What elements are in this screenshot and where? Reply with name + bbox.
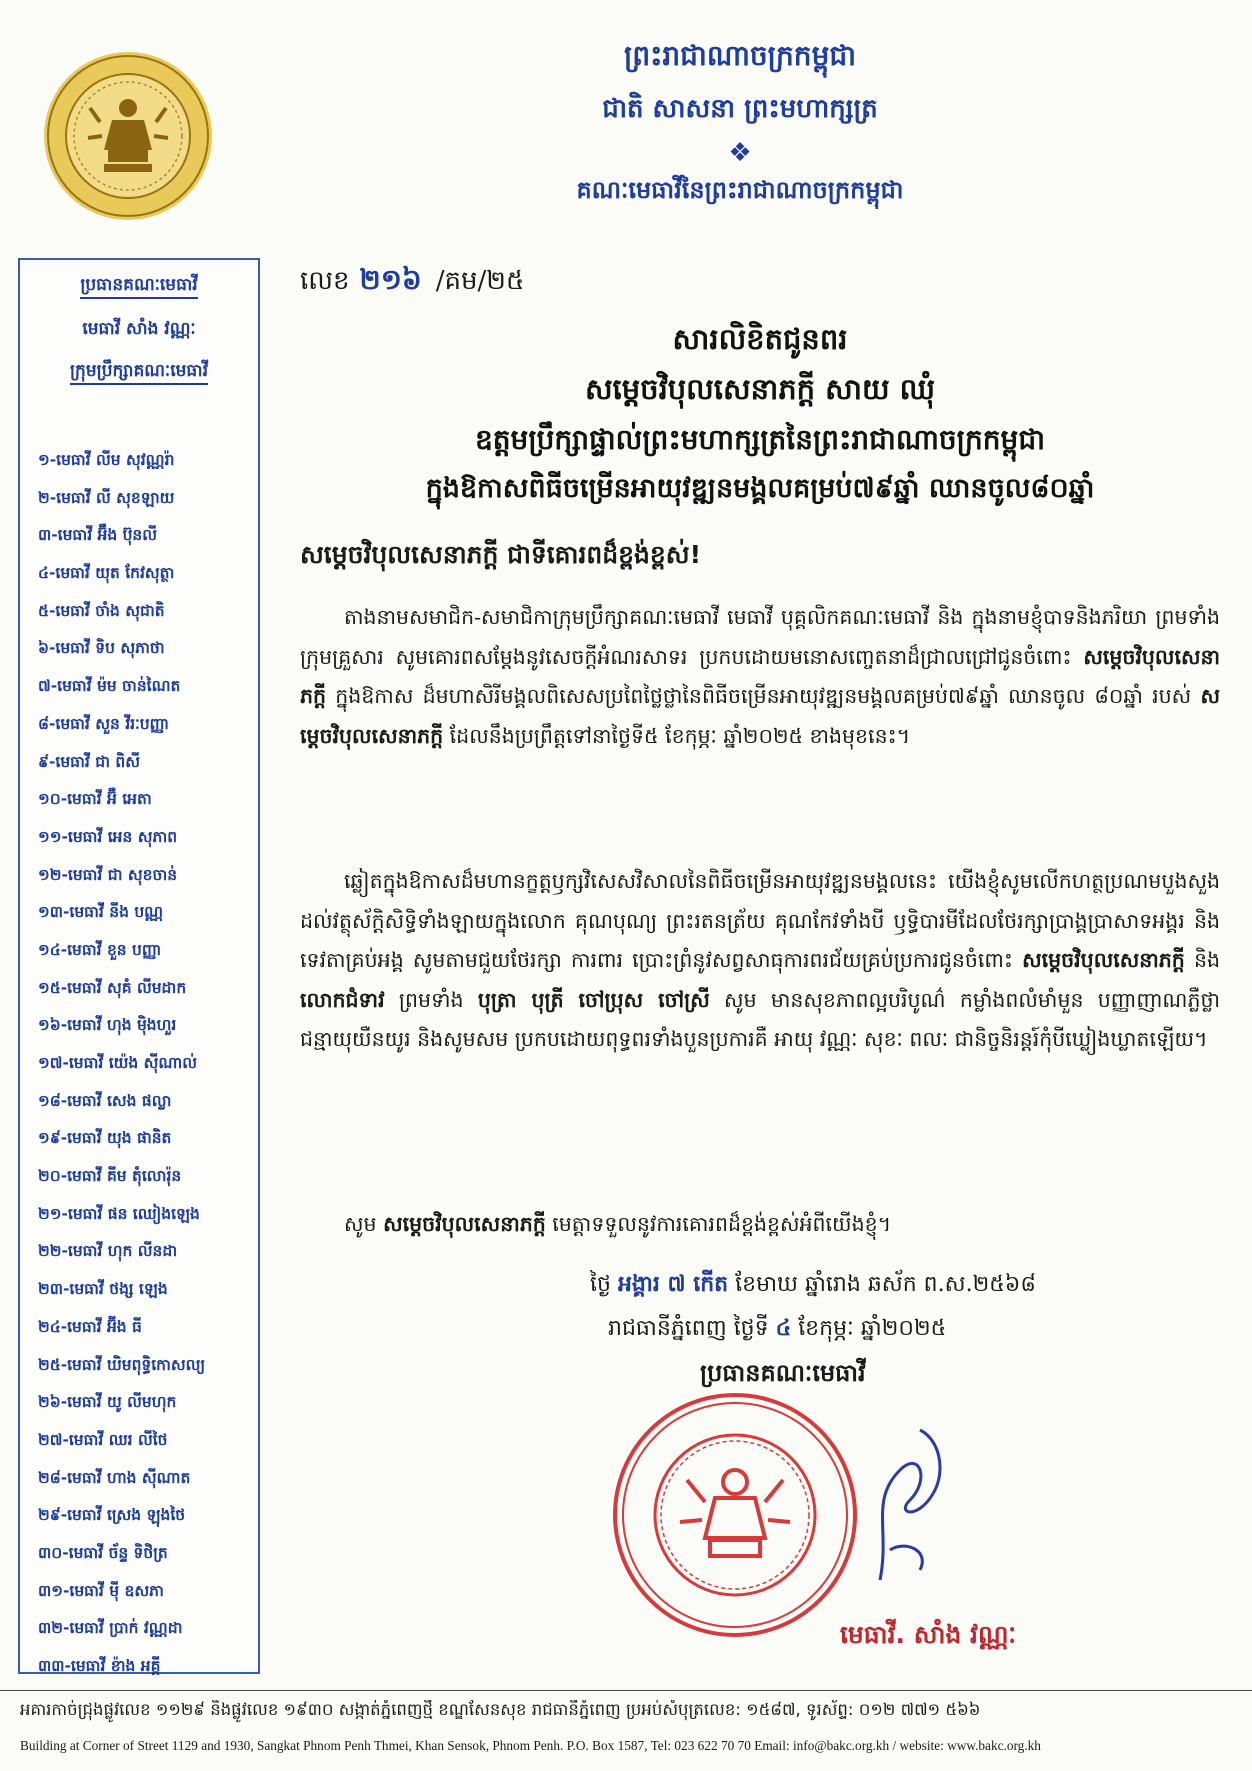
lunar-date: ថ្ងៃ អង្គារ ៧ កើត ខែមាឃ ឆ្នាំរោង ឆស័ក ព.ស.២៥៦៨ bbox=[590, 1272, 1036, 1297]
bar-association-gold-seal bbox=[42, 50, 214, 222]
recipient-name: សម្តេចវិបុលសេនាភក្តី សាយ ឈុំ bbox=[584, 372, 936, 406]
council-member-item: ៣២-មេធាវី ប្រាក់ វណ្ណដា bbox=[38, 1619, 183, 1638]
council-member-item: ៧-មេធាវី ម៉ម ចាន់ណៃត bbox=[38, 677, 181, 696]
council-member-item: ២១-មេធាវី ផន ឈៀងឡេង bbox=[38, 1204, 200, 1223]
reference-number: លេខ ២១៦ /គម/២៥ bbox=[300, 263, 525, 296]
council-member-item: ៩-មេធាវី ជា ពិសី bbox=[38, 752, 140, 771]
signer-name: មេធាវី. សាំង វណ្ណៈ bbox=[840, 1620, 1017, 1649]
ornament-icon: ❖ bbox=[728, 138, 752, 168]
council-member-item: ២០-មេធាវី គីម តុំលោរ៉ុន bbox=[38, 1167, 182, 1186]
signer-title: ប្រធានគណៈមេធាវី bbox=[700, 1359, 866, 1387]
council-member-item: ២៦-មេធាវី យូ លីមហុក bbox=[38, 1393, 177, 1412]
council-member-item: ៦-មេធាវី ទិប សុភាថា bbox=[38, 639, 165, 658]
body-paragraph-2: ឆ្លៀតក្នុងឱកាសដ៏មហានក្ខត្តឫក្សវិសេសវិសាលនៃពិធីចម្រើនអាយុវឌ្ឍនមង្គលនេះ យើងខ្ញុំសូមលើកហត្ថប្រណមបួងសួងដល់វត្ថុស័ក្តិសិទ្ធិទាំងឡាយក្នុងលោក គុណបុណ្យ ព្រះរតនត្រ័យ គុណកែវទាំងបី ឫទ្ធិបារមីដែលថែរក្សាប្រាង្គប្រាសាទអង្គរ និងទេវតាគ្រប់អង្គ សូមតាមជួយថែរក្សា ការពារ ប្រោះព្រំនូវសព្វសាធុការពរជ័យគ្រប់ប្រការជូនចំពោះ សម្តេចវិបុលសេនាភក្តី និង លោកជំទាវ ព្រមទាំង បុត្រា បុត្រី ចៅប្រុស ចៅស្រី សូម មានសុខភាពល្អបរិបូណ៌ កម្លាំងពលំមាំមួន បញ្ញាញាណភ្លឺថ្លា ជន្មាយុយឺនយូរ និងសូមសម ប្រកបដោយពុទ្ធពរទាំងបួនប្រការគឺ អាយុ វណ្ណៈ សុខៈ ពលៈ ជានិច្ចនិរន្តរ៍កុំបីឃ្លៀងឃ្លាតឡើយ។ bbox=[300, 869, 1220, 1051]
council-member-item: ១០-មេធាវី អ៊ឺ អេតា bbox=[38, 790, 152, 809]
footer-address-khmer: អគារកាច់ជ្រុងផ្លូវលេខ ១១២៩ និងផ្លូវលេខ ១៩៣០ សង្កាត់ភ្នំពេញថ្មី ខណ្ឌសែនសុខ រាជធានីភ្នំពេញ ប្រអប់សំបុត្រលេខ: ១៥៨៧, ទូរស័ព្ទ: ០១២ ៧៧១ ៥៦៦ bbox=[20, 1700, 981, 1719]
footer-address-english: Building at Corner of Street 1129 and 1930, Sangkat Phnom Penh Thmei, Khan Sensok, Phnom Penh. P.O. Box 1587, Tel: 023 622 70 70 Email: info@bakc.org.kh / website: www.bakc.org.kh bbox=[20, 1738, 1041, 1753]
council-member-item: ២-មេធាវី លី សុខឡាយ bbox=[38, 488, 175, 507]
body-paragraph-3: សូម សម្តេចវិបុលសេនាភក្តី មេត្តាទទួលនូវការគោរពដ៏ខ្ពង់ខ្ពស់អំពីយើងខ្ញុំ។ bbox=[344, 1212, 892, 1236]
council-member-item: ២៧-មេធាវី ឈរ លីថៃ bbox=[38, 1430, 168, 1449]
council-member-item: ៣០-មេធាវី ច័ន្ទ ទិថិត្រ bbox=[38, 1543, 168, 1562]
council-member-item: ៨-មេធាវី សួន វីរៈបញ្ញា bbox=[38, 714, 170, 733]
occasion: ក្នុងឱកាសពិធីចម្រើនអាយុវឌ្ឍនមង្គលគម្រប់៧៩ឆ្នាំ ឈានចូល៨០ឆ្នាំ bbox=[425, 473, 1095, 504]
council-member-item: ២៥-មេធាវី ឃិមពុទ្ធិកោសល្យ bbox=[38, 1355, 206, 1374]
kingdom-title: ព្រះរាជាណាចក្រកម្ពុជា bbox=[623, 39, 856, 72]
council-member-item: ១៤-មេធាវី ខួន បញ្ញា bbox=[38, 940, 162, 959]
letter-title: សារលិខិតជូនពរ bbox=[672, 322, 848, 356]
national-motto: ជាតិ សាសនា ព្រះមហាក្សត្រ bbox=[602, 94, 878, 124]
council-member-item: ៤-មេធាវី យុត កែវសុត្ថា bbox=[38, 564, 175, 583]
council-member-item: ១៧-មេធាវី យ៉េង ស៊ីណាល់ bbox=[38, 1054, 197, 1072]
organization-name: គណៈមេធាវីនៃព្រះរាជាណាចក្រកម្ពុជា bbox=[576, 175, 904, 204]
council-member-item: ១១-មេធាវី អេន សុភាព bbox=[38, 827, 178, 846]
council-member-item: ១៥-មេធាវី សុគំ លីមដាក bbox=[38, 978, 187, 997]
gregorian-date: រាជធានីភ្នំពេញ ថ្ងៃទី ៤ ខែកុម្ភៈ ឆ្នាំ២០២៥ bbox=[608, 1315, 947, 1341]
council-member-item: ២២-មេធាវី ហុក លីនដា bbox=[38, 1242, 178, 1261]
council-member-item: ២៩-មេធាវី ស្រេង ឡុងថៃ bbox=[38, 1506, 186, 1525]
council-member-item: ៣-មេធាវី អ៊ឹង ប៊ុនលី bbox=[38, 526, 158, 545]
council-member-item: ១-មេធាវី លីម សុវណ្ណរ៉ា bbox=[38, 451, 175, 469]
council-sidebar bbox=[18, 258, 260, 1674]
council-heading: ក្រុមប្រឹក្សាគណៈមេធាវី bbox=[20, 360, 258, 385]
council-member-item: ១២-មេធាវី ជា សុខចាន់ bbox=[38, 865, 178, 884]
council-member-item: ៣១-មេធាវី ម៉ី ឧសភា bbox=[38, 1581, 164, 1600]
council-member-item: ២៣-មេធាវី ថង្ស ឡេង bbox=[38, 1280, 168, 1299]
council-member-item: ២៨-មេធាវី ហាង ស៊ីណាត bbox=[38, 1468, 191, 1487]
handwritten-signature bbox=[860, 1410, 950, 1600]
council-member-item: ២៤-មេធាវី អ៊ីង ធី bbox=[38, 1317, 142, 1336]
salutation: សម្តេចវិបុលសេនាភក្តី ជាទីគោរពដ៏ខ្ពង់ខ្ពស់! bbox=[300, 540, 701, 569]
council-member-item: ១៩-មេធាវី យុង ផានិត bbox=[38, 1129, 172, 1148]
council-member-item: ១៣-មេធាវី នីង បណ្ណ bbox=[38, 903, 164, 922]
president-name: មេធាវី សាំង វណ្ណៈ bbox=[82, 319, 196, 339]
council-member-item: ៥-មេធាវី ចាំង សុជាតិ bbox=[38, 601, 165, 620]
footer-divider bbox=[0, 1690, 1252, 1691]
council-member-item: ១៨-មេធាវី សេង ផល្លា bbox=[38, 1091, 172, 1110]
bar-association-red-seal bbox=[610, 1390, 860, 1640]
council-member-item: ៣៣-មេធាវី ខ៉ាង អគ្គី bbox=[38, 1657, 161, 1675]
council-member-item: ១៦-មេធាវី ហុង ម៉ិងហួរ bbox=[38, 1016, 177, 1035]
council-member-list bbox=[38, 442, 258, 1686]
recipient-position: ឧត្តមប្រឹក្សាផ្ទាល់ព្រះមហាក្សត្រនៃព្រះរាជាណាចក្រកម្ពុជា bbox=[475, 423, 1045, 456]
president-heading: ប្រធានគណៈមេធាវី bbox=[20, 274, 258, 299]
body-paragraph-1: តាងនាមសមាជិក-សមាជិកាក្រុមប្រឹក្សាគណៈមេធាវី មេធាវី បុគ្គលិកគណៈមេធាវី និង ក្នុងនាមខ្ញុំបាទនិងភរិយា ព្រមទាំងក្រុមគ្រួសារ សូមគោរពសម្តែងនូវសេចក្តីអំណរសាទរ ប្រកបដោយមនោសញ្ចេតនាដ៏ជ្រាលជ្រៅជូនចំពោះ សម្តេចវិបុលសេនាភក្តី ក្នុងឱកាស ដ៏មហាសិរីមង្គលពិសេសប្រពៃថ្លៃថ្លានៃពិធីចម្រើនអាយុវឌ្ឍនមង្គលគម្រប់៧៩ឆ្នាំ ឈានចូល ៨០ឆ្នាំ របស់ សម្តេចវិបុលសេនាភក្តី ដែលនឹងប្រព្រឹត្តទៅនាថ្ងៃទី៥ ខែកុម្ភៈ ឆ្នាំ២០២៥ ខាងមុខនេះ។ bbox=[300, 605, 1220, 748]
